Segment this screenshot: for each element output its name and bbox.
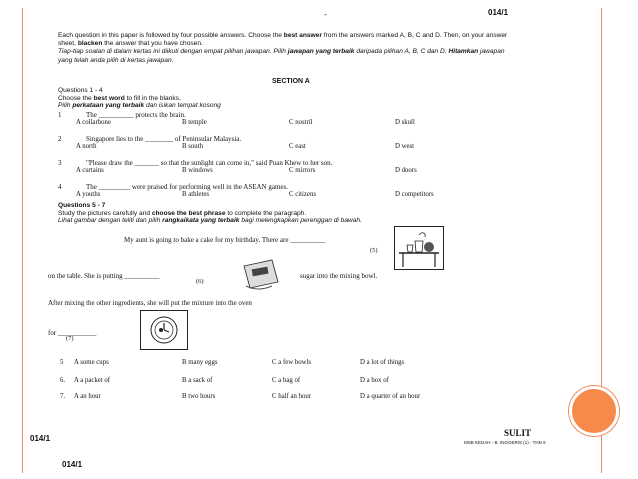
option-a: A some cups	[74, 359, 109, 366]
part1-heading: Questions 1 - 4 Choose the best word to fill in the blanks. Pilih perkataan yang terbaik dan isikan tempat kosong	[58, 87, 221, 110]
blank-number-7: (7)	[66, 335, 74, 342]
option-c: C half an hour	[272, 393, 312, 400]
sulit-label: SULIT	[504, 428, 532, 438]
story-line-2a: on the table. She is putting __________	[48, 272, 160, 280]
blank-number-6: (6)	[196, 278, 204, 285]
option-c: C nostril	[289, 119, 313, 126]
option-d: D skull	[395, 119, 415, 126]
option-a: A curtains	[76, 167, 104, 174]
blank-number-5: (5)	[370, 247, 378, 254]
option-c: C mirrors	[289, 167, 316, 174]
option-a: A north	[76, 143, 97, 150]
option-d: D doors	[395, 167, 417, 174]
option-d: D competitors	[395, 191, 434, 198]
option-b: B windows	[182, 167, 213, 174]
option-a: A youths	[76, 191, 101, 198]
option-a: A an hour	[74, 393, 101, 400]
option-d: D a box of	[360, 377, 389, 384]
question-7-number: 7.	[60, 393, 66, 400]
clock-picture	[140, 310, 188, 350]
option-b: B two hours	[182, 393, 216, 400]
story-line-3: After mixing the other ingredients, she will put the mixture into the oven	[48, 299, 252, 307]
header-dash: -	[324, 10, 327, 19]
exam-paper: - 014/1 Each question in this paper is followed by four possible answers. Choose the best answer from the answers marked A, B, C and D. Then, on your answer sheet, blacken the answer that you have chosen. Tiap-tiap soalan di dalam kertas ini diikuti dengan empat pilihan jawapan. Pilih jawapan yang terbaik daripada pilihan A, B, C dan D. Hitamkan jawapan yang telah anda pilih di kertas jawapan. SECTION A Questions 1 - 4 Choose the best word to fill in the blanks. Pilih perkataan yang terbaik dan isikan tempat kosong 1 The __________ protects the brain. A collarbone B temple C nostril D skull 2 Singapore lies to the ________ of Peninsular Malaysia. A north B south C east D west 3 "Please draw the _______ so that the sunlight can come in," said Puan Khew to her son. A curtains B windows C mirrors D doors 4 The _________ were praised for performing well in the ASEAN games. A youths B athletes C citizens D competitors Questions 5 - 7 Study the pictures carefully and choose the best phrase to complete the paragraph. Lihat gambar dengan teliti dan pilih rangkaikata yang terbaik bagi melengkapkan perenggan di bawah. My aunt is going to bake a cake for my birthday. There are __________ (5) on the table. She is putting __________ (6) sugar into the mixing bowl. After mixing the other ingredients, she will put the mixture into the oven for ___________ (7) 5 A some cups B many eggs C a few bowls D a lot of things 6. A a packet of B a sack of C a bag of D a box of 7. A an hour B two hours C half an hour D a quarter of an hour SULIT MSB KEDAH - B. INGGERIS (1) - THN 6	[48, 8, 546, 445]
instructions: Each question in this paper is followed by four possible answers. Choose the best answer from the answers marked A, B, C and D. Then, on your answer sheet, blacken the answer that you have chosen. Tiap-tiap soalan di dalam kertas ini diikuti dengan empat pilihan jawapan. Pilih jawapan yang terbaik daripada pilihan A, B, C dan D. Hitamkan jawapan yang telah anda pilih di kertas jawapan.	[58, 32, 508, 64]
option-b: B athletes	[182, 191, 209, 198]
option-b: B south	[182, 143, 203, 150]
story-line-4: for ___________	[48, 329, 97, 337]
footer-code-left: 014/1	[30, 434, 51, 443]
question-6-number: 6.	[60, 377, 66, 384]
option-c: C citizens	[289, 191, 316, 198]
option-c: C a few bowls	[272, 359, 312, 366]
option-a: A a packet of	[74, 377, 111, 384]
header-paper-code: 014/1	[488, 8, 509, 17]
table-with-items-picture	[394, 226, 444, 270]
option-c: C a bag of	[272, 377, 301, 384]
sulit-subtitle: MSB KEDAH - B. INGGERIS (1) - THN 6	[464, 440, 546, 445]
story-line-2b: sugar into the mixing bowl.	[300, 272, 378, 280]
option-b: B many eggs	[182, 359, 218, 366]
section-title: SECTION A	[272, 78, 310, 85]
option-d: D a lot of things	[360, 359, 405, 366]
sugar-packet-picture	[238, 256, 284, 292]
option-d: D a quarter of an hour	[360, 393, 421, 400]
option-b: B a sack of	[182, 377, 213, 384]
option-c: C east	[289, 143, 306, 150]
story-line-1: My aunt is going to bake a cake for my birthday. There are __________	[124, 236, 326, 244]
footer-code-bottom: 014/1	[62, 460, 83, 469]
option-b: B temple	[182, 119, 207, 126]
question-5-number: 5	[60, 359, 64, 366]
option-d: D west	[395, 143, 415, 150]
left-border-line	[22, 8, 23, 473]
option-a: A collarbone	[76, 119, 111, 126]
part2-heading: Questions 5 - 7 Study the pictures carefully and choose the best phrase to complete the paragraph. Lihat gambar dengan teliti dan pilih rangkaikata yang terbaik bagi melengkapkan perenggan di bawah.	[58, 202, 362, 225]
